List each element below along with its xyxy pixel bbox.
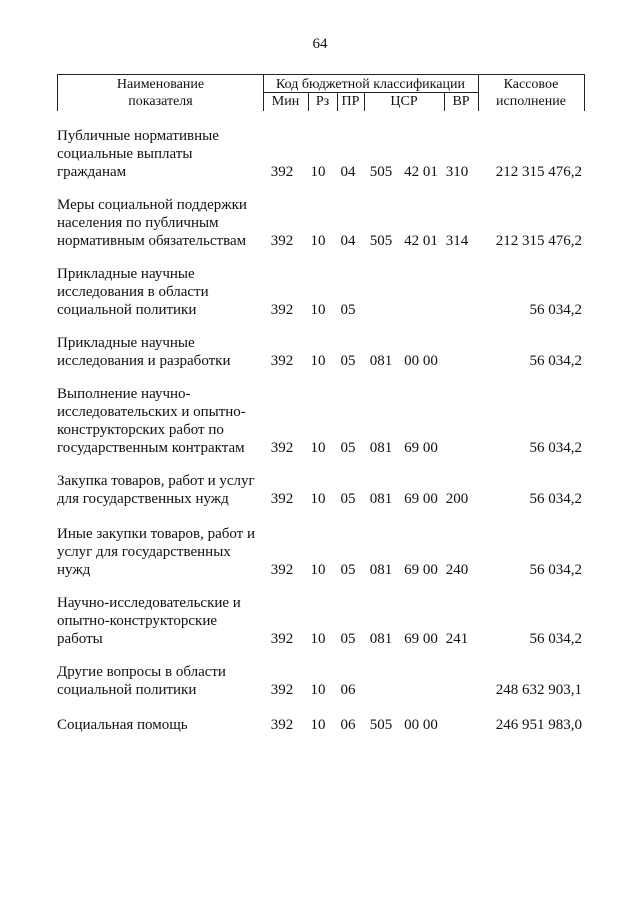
cell-pr: 05 <box>340 353 356 369</box>
cell-csr-item: 69 00 <box>404 440 438 456</box>
cell-csr-program: 081 <box>369 562 393 578</box>
cell-rz: 10 <box>310 717 326 733</box>
cell-vr: 241 <box>445 631 469 647</box>
cell-rz: 10 <box>310 491 326 507</box>
cell-rz: 10 <box>310 631 326 647</box>
cell-pr: 04 <box>340 164 356 180</box>
cell-csr-item: 69 00 <box>404 631 438 647</box>
header-code-group: Код бюджетной классификации <box>276 77 465 92</box>
cell-csr-program: 505 <box>369 164 393 180</box>
cell-amount: 212 315 476,2 <box>495 164 582 180</box>
cell-vr: 314 <box>445 233 469 249</box>
cell-csr-program: 081 <box>369 353 393 369</box>
cell-min: 392 <box>270 491 294 507</box>
header-col-min: Мин <box>271 94 300 109</box>
cell-min: 392 <box>270 562 294 578</box>
cell-vr: 200 <box>445 491 469 507</box>
cell-rz: 10 <box>310 682 326 698</box>
row-name: Прикладные научные исследования в области социальной политики <box>57 266 209 318</box>
cell-amount: 56 034,2 <box>529 440 582 456</box>
cell-min: 392 <box>270 717 294 733</box>
cell-vr: 310 <box>445 164 469 180</box>
cell-rz: 10 <box>310 302 326 318</box>
cell-amount: 212 315 476,2 <box>495 233 582 249</box>
cell-amount: 56 034,2 <box>529 353 582 369</box>
cell-min: 392 <box>270 353 294 369</box>
cell-csr-program: 505 <box>369 717 393 733</box>
cell-pr: 05 <box>340 440 356 456</box>
cell-rz: 10 <box>310 353 326 369</box>
header-col-vr: ВР <box>452 94 470 109</box>
cell-csr-item: 69 00 <box>404 562 438 578</box>
cell-rz: 10 <box>310 233 326 249</box>
cell-csr-item: 00 00 <box>404 353 438 369</box>
cell-csr-item: 42 01 <box>404 233 438 249</box>
cell-min: 392 <box>270 631 294 647</box>
row-name: Научно-исследовательские и опытно-конструкторские работы <box>57 595 241 647</box>
cell-csr-item: 00 00 <box>404 717 438 733</box>
row-name: Закупка товаров, работ и услуг для государственных нужд <box>57 473 255 507</box>
cell-pr: 05 <box>340 631 356 647</box>
cell-amount: 246 951 983,0 <box>495 717 582 733</box>
row-name: Выполнение научно- исследовательских и опытно- конструкторских работ по государственным контрактам <box>57 386 246 456</box>
cell-pr: 05 <box>340 302 356 318</box>
cell-pr: 05 <box>340 491 356 507</box>
cell-min: 392 <box>270 233 294 249</box>
cell-csr-program: 081 <box>369 631 393 647</box>
row-name: Публичные нормативные социальные выплаты гражданам <box>57 128 219 180</box>
cell-pr: 05 <box>340 562 356 578</box>
cell-amount: 56 034,2 <box>529 302 582 318</box>
cell-pr: 06 <box>340 717 356 733</box>
cell-pr: 04 <box>340 233 356 249</box>
header-name-line1: Наименование <box>116 77 205 92</box>
page-number: 64 <box>312 36 328 52</box>
header-name-line2: показателя <box>128 94 193 109</box>
cell-amount: 56 034,2 <box>529 491 582 507</box>
cell-rz: 10 <box>310 440 326 456</box>
header-amount-line1: Кассовое <box>503 77 559 92</box>
cell-amount: 56 034,2 <box>529 562 582 578</box>
row-name: Прикладные научные исследования и разработки <box>57 335 231 369</box>
cell-min: 392 <box>270 440 294 456</box>
cell-amount: 248 632 903,1 <box>495 682 582 698</box>
cell-csr-program: 081 <box>369 440 393 456</box>
cell-csr-program: 081 <box>369 491 393 507</box>
header-col-rz: Рз <box>315 94 330 109</box>
cell-min: 392 <box>270 164 294 180</box>
cell-min: 392 <box>270 302 294 318</box>
cell-csr-item: 42 01 <box>404 164 438 180</box>
header-col-csr: ЦСР <box>390 94 418 109</box>
cell-csr-item: 69 00 <box>404 491 438 507</box>
cell-rz: 10 <box>310 562 326 578</box>
header-amount-line2: исполнение <box>496 94 566 109</box>
cell-min: 392 <box>270 682 294 698</box>
cell-vr: 240 <box>445 562 469 578</box>
row-name: Меры социальной поддержки населения по публичным нормативным обязательствам <box>57 197 247 249</box>
cell-csr-program: 505 <box>369 233 393 249</box>
cell-pr: 06 <box>340 682 356 698</box>
row-name: Другие вопросы в области социальной политики <box>57 664 226 698</box>
row-name: Социальная помощь <box>57 717 188 733</box>
header-col-pr: ПР <box>341 94 360 109</box>
cell-amount: 56 034,2 <box>529 631 582 647</box>
cell-rz: 10 <box>310 164 326 180</box>
row-name: Иные закупки товаров, работ и услуг для государственных нужд <box>57 526 256 578</box>
